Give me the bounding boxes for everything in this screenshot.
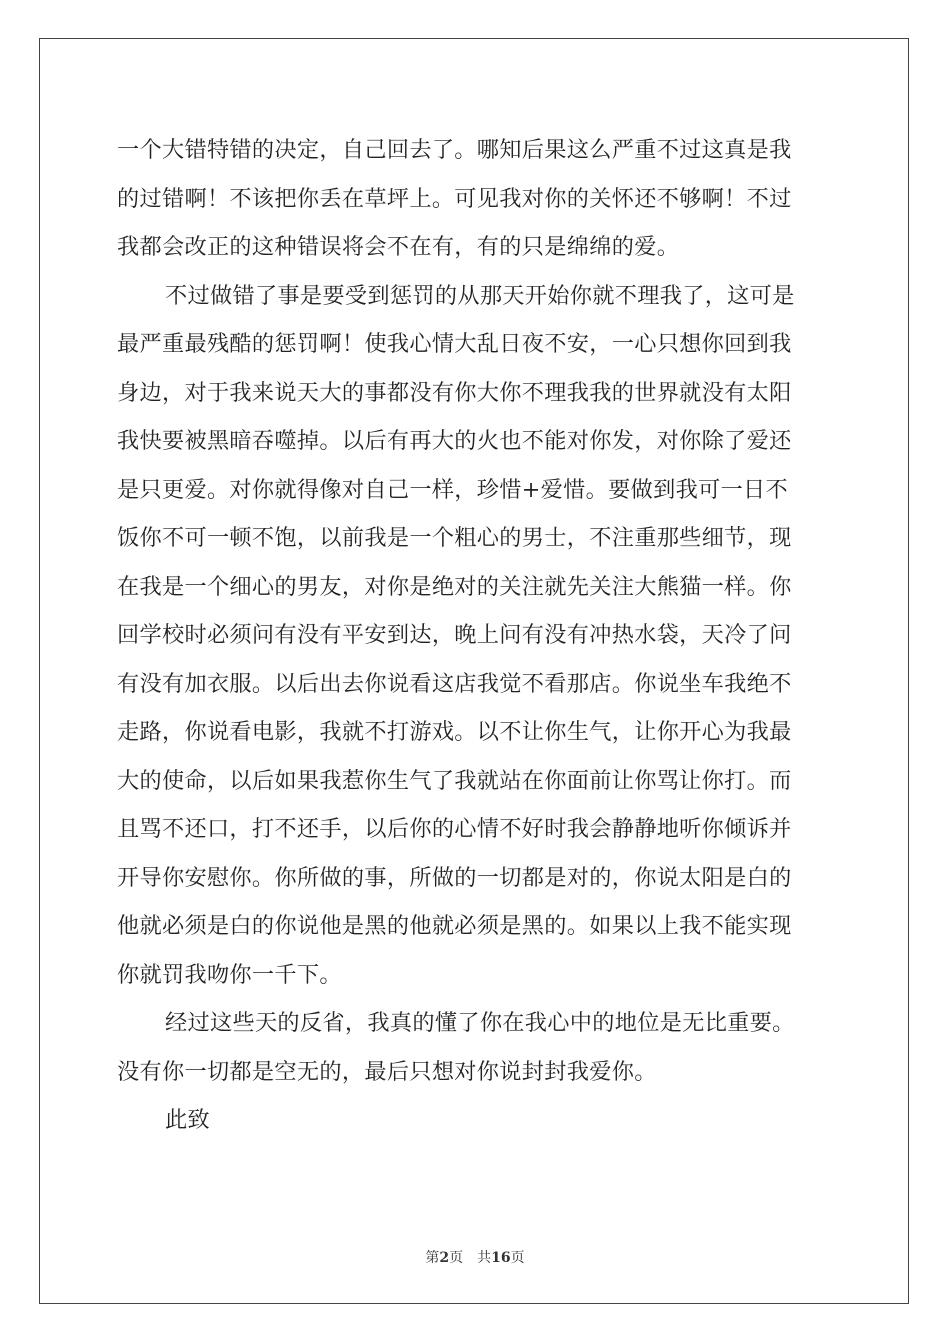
text-line: 走路，你说看电影，我就不打游戏。以不让你生气，让你开心为我最: [117, 719, 792, 745]
text-line: 一个大错特错的决定，自己回去了。哪知后果这么严重不过这真是我: [117, 137, 792, 163]
text-line: 且骂不还口，打不还手，以后你的心情不好时我会静静地听你倾诉并: [117, 816, 792, 842]
text-line: 最严重最残酷的惩罚啊！使我心情大乱日夜不安，一心只想你回到我: [117, 331, 792, 357]
total-pages: 16: [491, 1250, 511, 1266]
text-line: 大的使命，以后如果我惹你生气了我就站在你面前让你骂让你打。而: [117, 767, 792, 794]
text-line: 没有你一切都是空无的，最后只想对你说封封我爱你。: [117, 1058, 657, 1085]
text-line: 有没有加衣服。以后出去你说看这店我觉不看那店。你说坐车我绝不: [117, 670, 792, 697]
text-line: 身边，对于我来说天大的事都没有你大你不理我我的世界就没有太阳: [117, 379, 792, 406]
text-line: 不过做错了事是要受到惩罚的从那天开始你就不理我了，这可是: [165, 282, 795, 309]
text-line: 我快要被黑暗吞噬掉。以后有再大的火也不能对你发，对你除了爱还: [117, 428, 792, 454]
page-number: 2: [439, 1250, 450, 1266]
text-line: 我都会改正的这种错误将会不在有，有的只是绵绵的爱。: [117, 234, 680, 260]
paragraph: [117, 126, 835, 272]
paragraph: [117, 999, 835, 1096]
paragraph: [117, 272, 835, 1000]
text-line: 饭你不可一顿不饱，以前我是一个粗心的男士，不注重那些细节，现: [117, 525, 792, 551]
paragraph: [117, 1096, 835, 1145]
text-line: 他就必须是白的你说他是黑的他就必须是黑的。如果以上我不能实现: [117, 913, 792, 939]
text-line: 在我是一个细心的男友，对你是绝对的关注就先关注大熊猫一样。你: [117, 573, 792, 600]
text-line: 的过错啊！不该把你丢在草坪上。可见我对你的关怀还不够啊！不过: [117, 185, 792, 212]
total-suffix: 页: [510, 1250, 525, 1266]
text-line: 开导你安慰你。你所做的事，所做的一切都是对的，你说太阳是白的: [117, 864, 792, 891]
document-body: [117, 126, 835, 1145]
text-line: 你就罚我吻你一千下。: [117, 961, 342, 988]
page-suffix: 页: [449, 1250, 464, 1266]
page-footer: [0, 1248, 950, 1268]
page-prefix: 第: [425, 1250, 440, 1266]
text-line: 回学校时必须问有没有平安到达，晚上问有没有冲热水袋，天冷了问: [117, 622, 792, 648]
text-line: 经过这些天的反省，我真的懂了你在我心中的地位是无比重要。: [165, 1010, 795, 1036]
text-line: 是只更爱。对你就得像对自己一样，珍惜+爱惜。要做到我可一日不: [117, 476, 789, 503]
total-prefix: 共: [477, 1250, 492, 1266]
closing-line: 此致: [165, 1107, 210, 1133]
